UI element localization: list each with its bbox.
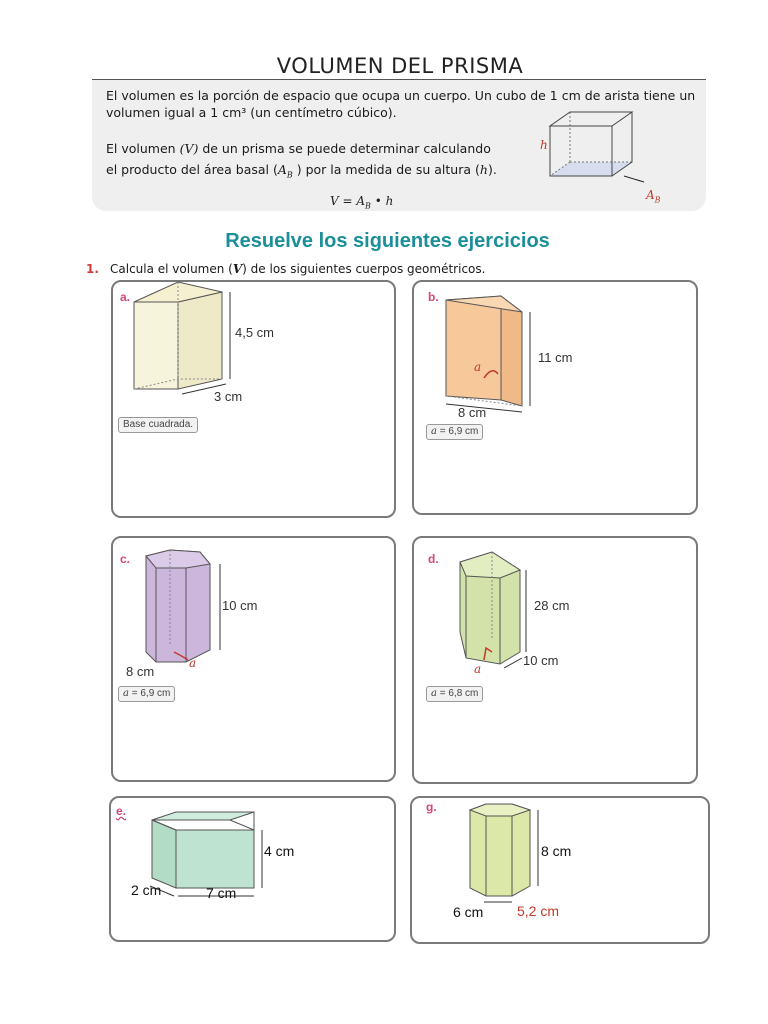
prism-b-base-label: 8 cm (458, 405, 487, 420)
intro-text-part: el producto del área basal ( (106, 162, 278, 177)
prism-b-front-face (446, 296, 501, 400)
prism-c-apothem-label: a (189, 656, 197, 670)
cube-area-subscript: B (654, 195, 661, 205)
prism-a-side-face (178, 292, 222, 389)
question-text-part: Calcula el volumen ( (110, 262, 233, 276)
exercise-letter: e. (116, 804, 127, 818)
note-value: = 6,8 cm (436, 688, 479, 699)
cube-area-symbol: A (646, 188, 655, 202)
question-variable: V (232, 262, 243, 276)
area-subscript: B (286, 170, 293, 180)
note-variable: a (431, 426, 437, 437)
formula-v: V (330, 194, 339, 208)
volume-formula (330, 194, 393, 210)
exercise-letter: c. (120, 552, 131, 566)
question-text (110, 262, 485, 276)
cube-area-label (646, 188, 661, 204)
formula-dot: • (370, 194, 386, 208)
question-text-part: ) de los siguientes cuerpos geométricos. (242, 262, 486, 276)
prism-b-side-face (501, 296, 522, 406)
prism-e-top-face (152, 812, 254, 820)
formula-a: A (356, 194, 366, 208)
prism-g-figure (466, 800, 546, 910)
prism-g-apothem-label: 5,2 cm (517, 903, 560, 919)
exercise-letter: a. (120, 290, 131, 304)
intro-line-2: volumen igual a 1 cm³ (un centímetro cúbico). (106, 105, 397, 120)
prism-g-base-label: 6 cm (453, 904, 484, 920)
prism-e-front-face (176, 830, 254, 888)
prism-a-front-face (134, 302, 178, 389)
prism-b-height-label: 11 cm (538, 350, 573, 365)
prism-a-figure (134, 282, 244, 402)
prism-e-height-label: 4 cm (264, 843, 295, 859)
cube-base-arrow (624, 176, 644, 182)
formula-subscript: B (365, 201, 371, 211)
prism-b-apothem-label: a (474, 360, 482, 374)
height-variable: h (479, 162, 488, 177)
prism-d-note (426, 686, 483, 702)
prism-a-height-label: 4,5 cm (235, 325, 275, 340)
prism-c-height-label: 10 cm (222, 598, 258, 613)
exercise-card-g[interactable] (410, 796, 710, 944)
prism-d-apothem-label: a (474, 662, 482, 676)
intro-line-4 (106, 160, 497, 185)
note-value: = 6,9 cm (436, 426, 479, 437)
prism-g-body (470, 804, 530, 896)
prism-c-base-label: 8 cm (126, 664, 155, 679)
page-title: VOLUMEN DEL PRISMA (276, 54, 524, 78)
area-variable: A (277, 162, 287, 177)
volume-variable: (V) (179, 141, 199, 156)
intro-text-part: de un prisma se puede determinar calculando (198, 141, 491, 156)
prism-d-height-label: 28 cm (534, 598, 570, 613)
prism-e-edge (230, 820, 254, 830)
section-title: Resuelve los siguientes ejercicios (225, 230, 550, 252)
intro-line-1: El volumen es la porción de espacio que ocupa un cuerpo. Un cubo de 1 cm de arista tiene un (106, 88, 696, 103)
prism-g-height-label: 8 cm (541, 843, 572, 859)
prism-b-figure (446, 292, 536, 412)
cube-base-face (550, 162, 632, 176)
prism-d-top-face (460, 552, 520, 578)
exercise-letter: g. (426, 800, 437, 814)
intro-text-part: ). (487, 162, 497, 177)
prism-e-width-label: 2 cm (131, 882, 162, 898)
prism-e-length-label: 7 cm (206, 885, 237, 901)
formula-equals: = (338, 194, 357, 208)
intro-text-part: El volumen (106, 141, 180, 156)
prism-d-base-label: 10 cm (523, 653, 559, 668)
cube-top-face (550, 112, 632, 126)
prism-a-note: Base cuadrada. (118, 417, 198, 433)
question-number: 1. (86, 262, 99, 276)
note-value: = 6,9 cm (128, 688, 171, 699)
formula-h: h (385, 194, 394, 208)
cube-height-label: h (540, 138, 548, 152)
prism-c-top-face (146, 550, 210, 568)
intro-text-part: ) por la medida de su altura ( (292, 162, 480, 177)
note-variable: a (431, 688, 437, 699)
prism-b-note (426, 424, 483, 440)
prism-e-left-face (152, 820, 176, 888)
prism-c-note (118, 686, 175, 702)
prism-a-base-label: 3 cm (214, 389, 243, 404)
exercise-letter: d. (428, 552, 439, 566)
note-variable: a (123, 688, 129, 699)
exercise-letter: b. (428, 290, 439, 304)
intro-line-3 (106, 139, 491, 158)
